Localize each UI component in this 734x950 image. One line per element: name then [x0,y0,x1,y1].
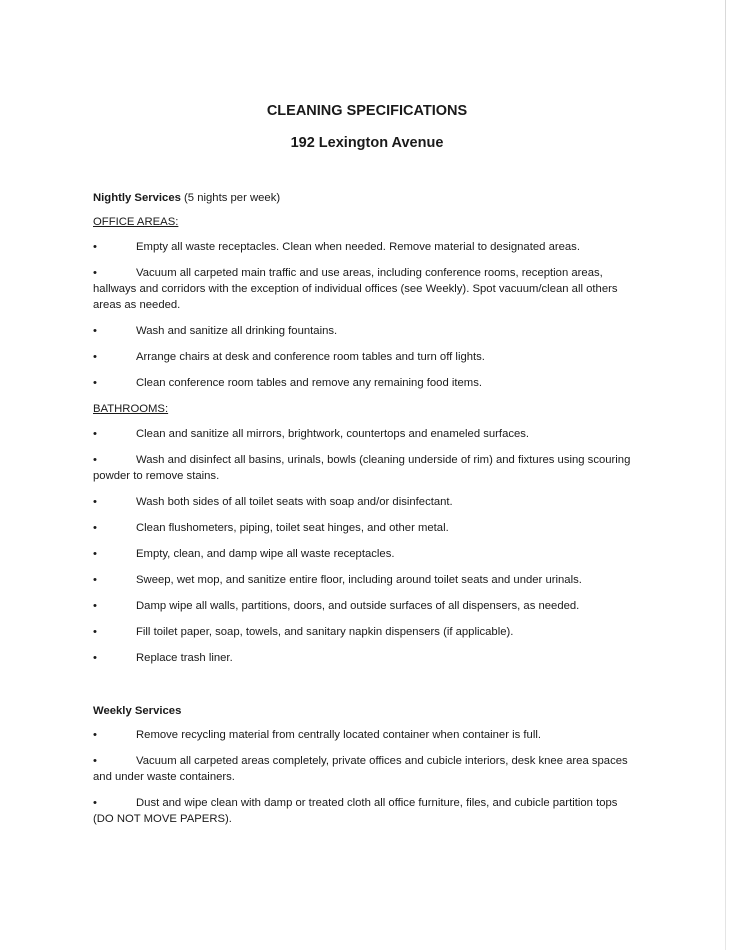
office-areas-list [93,239,633,391]
bullet-icon: • [93,377,97,389]
section-spacer [93,676,633,703]
bullet-icon: • [93,267,97,279]
list-item [93,452,633,484]
list-item [93,546,633,562]
list-item [93,624,633,640]
list-item-text: Sweep, wet mop, and sanitize entire floor, including around toilet seats and under urinals. [136,574,582,586]
document-body [93,190,633,837]
list-item [93,598,633,614]
list-item [93,265,633,313]
bullet-icon: • [93,454,97,466]
list-item-text: Wash and disinfect all basins, urinals, bowls (cleaning underside of rim) and fixtures using scouring powder to remove stains. [93,454,631,482]
nightly-heading-text: Nightly Services [93,192,181,204]
bullet-icon: • [93,652,97,664]
list-item [93,753,633,785]
list-item [93,494,633,510]
bathrooms-list [93,426,633,666]
weekly-services-list [93,727,633,827]
bullet-icon: • [93,755,97,767]
list-item-text: Dust and wipe clean with damp or treated cloth all office furniture, files, and cubicle partition tops (DO NOT MOVE PAPERS). [93,797,618,825]
bathrooms-subheading: BATHROOMS: [93,403,169,415]
list-item-text: Fill toilet paper, soap, towels, and sanitary napkin dispensers (if applicable). [136,626,514,638]
bullet-icon: • [93,600,97,612]
list-item [93,795,633,827]
weekly-services-heading: Weekly Services [93,705,182,717]
list-item-text: Replace trash liner. [136,652,233,664]
document-address: 192 Lexington Avenue [290,135,444,151]
list-item-text: Clean conference room tables and remove any remaining food items. [136,377,482,389]
bullet-icon: • [93,428,97,440]
list-item-text: Vacuum all carpeted areas completely, private offices and cubicle interiors, desk knee area spaces and under waste containers. [93,755,628,783]
bullet-icon: • [93,351,97,363]
list-item-text: Damp wipe all walls, partitions, doors, and outside surfaces of all dispensers, as needed. [136,600,580,612]
bullet-icon: • [93,797,97,809]
bullet-icon: • [93,496,97,508]
bullet-icon: • [93,729,97,741]
bullet-icon: • [93,548,97,560]
list-item-text: Wash both sides of all toilet seats with soap and/or disinfectant. [136,496,453,508]
list-item-text: Empty all waste receptacles. Clean when needed. Remove material to designated areas. [136,241,580,253]
list-item [93,349,633,365]
list-item [93,239,633,255]
list-item [93,727,633,743]
list-item-text: Wash and sanitize all drinking fountains. [136,325,338,337]
bullet-icon: • [93,241,97,253]
nightly-services-heading [93,190,633,206]
list-item-text: Clean and sanitize all mirrors, brightwork, countertops and enameled surfaces. [136,428,530,440]
list-item-text: Vacuum all carpeted main traffic and use areas, including conference rooms, reception areas, hallways and corridors with the exception of individual offices (see Weekly). Spot vacuum/clean all others areas as needed. [93,267,618,311]
list-item-text: Arrange chairs at desk and conference room tables and turn off lights. [136,351,485,363]
list-item [93,323,633,339]
list-item-text: Clean flushometers, piping, toilet seat hinges, and other metal. [136,522,449,534]
list-item-text: Empty, clean, and damp wipe all waste receptacles. [136,548,395,560]
list-item [93,572,633,588]
bullet-icon: • [93,325,97,337]
list-item-text: Remove recycling material from centrally located container when container is full. [136,729,541,741]
list-item [93,650,633,666]
list-item [93,426,633,442]
list-item [93,520,633,536]
bullet-icon: • [93,574,97,586]
nightly-heading-note: (5 nights per week) [184,192,281,204]
bullet-icon: • [93,626,97,638]
office-areas-subheading: OFFICE AREAS: [93,216,179,228]
bullet-icon: • [93,522,97,534]
document-title: CLEANING SPECIFICATIONS [266,103,468,119]
list-item [93,375,633,391]
